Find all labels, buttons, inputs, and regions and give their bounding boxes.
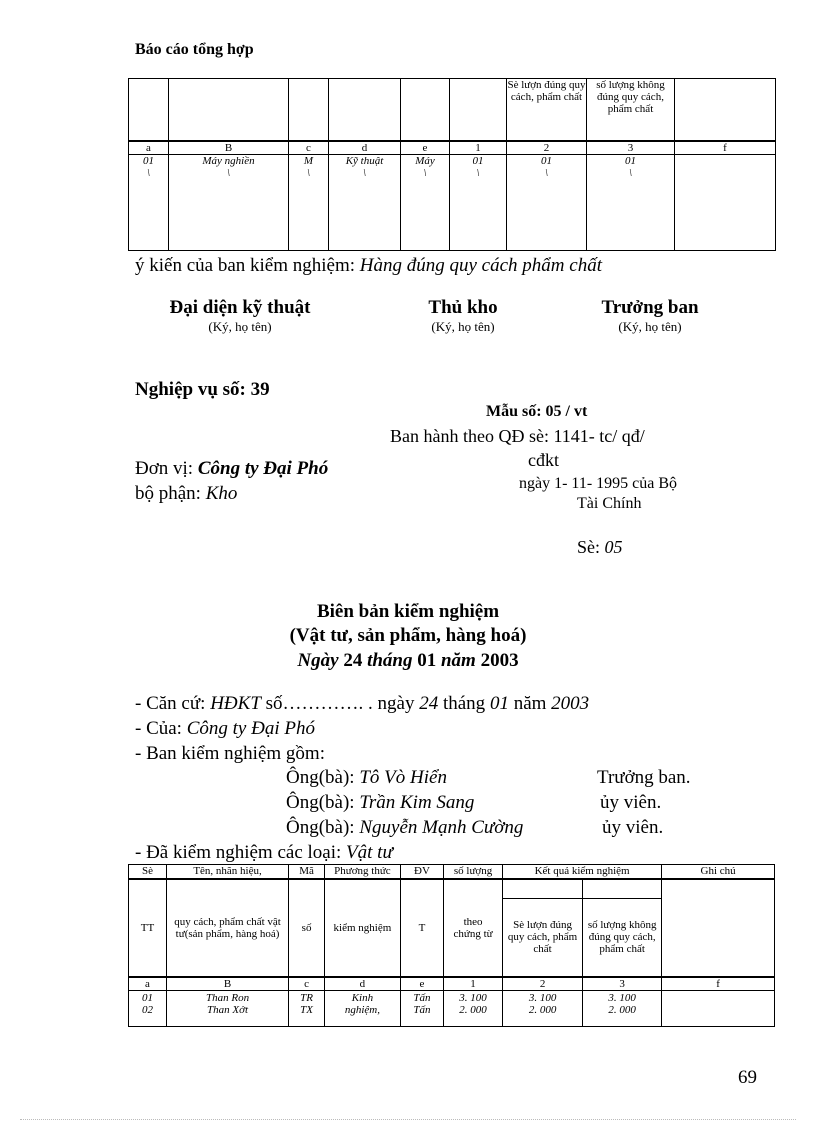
inspected-value: Vật tư — [346, 842, 393, 863]
row-name: Than Xớt — [207, 1004, 249, 1016]
code-cell: 2 — [507, 141, 587, 155]
row-good: 01 — [541, 155, 552, 167]
basis-contract: HĐKT — [210, 693, 261, 714]
table-code-row — [129, 977, 775, 991]
form-date-line2: Tài Chính — [577, 495, 642, 512]
row-bad: 2. 000 — [608, 1004, 636, 1016]
member-label: Ông(bà): — [286, 792, 360, 813]
header-bad-quantity: số lượng không đúng quy cách, phẩm chất — [583, 899, 662, 977]
code-cell: e — [400, 977, 443, 991]
member-name: Trần Kim Sang — [359, 792, 475, 813]
header-method-detail: kiểm nghiệm — [324, 879, 400, 977]
row-bad: 3. 100 — [608, 992, 636, 1004]
operation-number: Nghiệp vụ số: 39 — [135, 379, 270, 400]
header-tt: TT — [129, 879, 167, 977]
unit-line — [135, 458, 328, 480]
inspection-table — [128, 864, 775, 1027]
header-name-detail: quy cách, phẩm chất vật tư(sản phẩm, hàng hoá) — [166, 879, 288, 977]
code-cell: d — [329, 141, 401, 155]
code-cell: d — [324, 977, 400, 991]
date-year: 2003 — [480, 650, 519, 671]
header-method: Phương thức — [324, 865, 400, 879]
row-stt: 01 — [141, 992, 153, 1004]
header-good-quantity: Sè lượn đúng quy cách, phẩm chất — [507, 79, 587, 141]
table-row — [129, 991, 775, 1027]
table-row — [129, 155, 776, 251]
basis-prefix: - Căn cứ: — [135, 693, 211, 714]
signature-block-technical — [150, 297, 330, 335]
row-good: 3. 100 — [528, 992, 557, 1004]
code-cell: a — [129, 141, 169, 155]
table-header-row — [129, 79, 776, 141]
code-cell: e — [401, 141, 450, 155]
header-result: Kết quả kiểm nghiệm — [503, 865, 662, 879]
signature-title: Thủ kho — [428, 297, 498, 318]
unit-label: Đơn vị: — [135, 458, 198, 479]
code-cell: f — [675, 141, 776, 155]
form-date-line1: ngày 1- 11- 1995 của Bộ — [519, 475, 678, 492]
from-line — [135, 718, 315, 740]
member-role: Trưởng ban. — [597, 767, 691, 788]
row-note — [662, 991, 775, 1027]
member-role: ủy viên. — [602, 817, 664, 838]
code-cell: 2 — [503, 977, 583, 991]
signature-title: Đại diện kỹ thuật — [169, 297, 311, 318]
member-label: Ông(bà): — [286, 767, 360, 788]
member-role: ủy viên. — [600, 792, 662, 813]
code-cell: B — [169, 141, 289, 155]
date-month: 01 — [417, 650, 437, 671]
row-good: 2. 000 — [528, 1004, 557, 1016]
basis-line — [135, 693, 589, 715]
table-header-row — [129, 879, 775, 899]
code-cell: 1 — [444, 977, 503, 991]
department-label: bộ phận: — [135, 483, 206, 504]
report-header-title: Báo cáo tổng hợp — [135, 41, 254, 58]
document-date — [0, 650, 816, 672]
document-subtitle: (Vật tư, sản phẩm, hàng hoá) — [289, 625, 527, 646]
signature-title: Trưởng ban — [601, 297, 699, 318]
department-value: Kho — [205, 483, 238, 504]
header-good-quantity: Sè lượn đúng quy cách, phẩm chất — [503, 899, 583, 977]
form-code: Mẫu số: 05 / vt — [486, 403, 588, 420]
header-bad-quantity: số lượng không đúng quy cách, phẩm chất — [587, 79, 675, 141]
row-code: TR — [300, 992, 313, 1004]
code-cell: 1 — [450, 141, 507, 155]
form-issued-line2: cđkt — [528, 450, 559, 470]
date-word: Ngày — [297, 650, 339, 671]
signature-sub: (Ký, họ tên) — [208, 319, 272, 334]
row-method: nghiệm, — [344, 1004, 380, 1016]
header-quantity: số lượng — [444, 865, 503, 879]
committee-label: - Ban kiểm nghiệm gồm: — [135, 743, 325, 764]
member-name: Nguyễn Mạnh Cường — [359, 817, 524, 838]
row-stt: 01 — [143, 155, 154, 167]
from-label: - Của: — [135, 718, 187, 739]
ditto-mark: \ — [146, 167, 151, 179]
ditto-mark: \ — [628, 167, 633, 179]
basis-day: 24 — [419, 693, 439, 714]
row-stt: 02 — [141, 1004, 153, 1016]
opinion-line — [135, 255, 602, 277]
ditto-mark: \ — [476, 167, 480, 179]
unit-value: Công ty Đại Phó — [197, 458, 329, 479]
opinion-label: ý kiến của ban kiểm nghiệm: — [135, 255, 360, 276]
row-method: Kinh — [351, 992, 374, 1004]
member-line — [286, 817, 523, 839]
basis-year: 2003 — [551, 693, 590, 714]
table-code-row — [129, 141, 776, 155]
inspected-label: - Đã kiểm nghiệm các loại: — [135, 842, 347, 863]
signature-block-storekeeper — [400, 297, 526, 335]
row-bad: 01 — [625, 155, 636, 167]
inspected-line — [135, 842, 393, 864]
row-qty: 01 — [472, 155, 484, 167]
header-name: Tên, nhãn hiệu, — [166, 865, 288, 879]
from-value: Công ty Đại Phó — [186, 718, 315, 739]
header-quantity-detail: theo chứng từ — [444, 879, 503, 977]
row-qty: 3. 100 — [459, 992, 487, 1004]
basis-month-label: tháng — [438, 693, 490, 714]
form-issued-line1: Ban hành theo QĐ sè: 1141- tc/ qđ/ — [390, 426, 645, 446]
ditto-mark: \ — [226, 167, 231, 179]
date-day: 24 — [343, 650, 363, 671]
row-unit: Tấn — [413, 992, 431, 1004]
header-unit-detail: T — [400, 879, 443, 977]
header-note: Ghi chú — [662, 865, 775, 879]
row-code: TX — [300, 1004, 313, 1016]
row-code: M — [303, 155, 314, 167]
code-cell: 3 — [587, 141, 675, 155]
header-unit: ĐV — [400, 865, 443, 879]
summary-table — [128, 78, 776, 251]
code-cell: a — [129, 977, 167, 991]
ditto-mark: \ — [362, 167, 367, 179]
row-unit: Máy — [415, 155, 435, 167]
ditto-mark: \ — [544, 167, 549, 179]
signature-sub: (Ký, họ tên) — [431, 319, 495, 334]
page-number: 69 — [738, 1067, 757, 1088]
header-stt: Sè — [129, 865, 167, 879]
page-bottom-divider — [20, 1119, 796, 1120]
table-header-row — [129, 865, 775, 879]
code-cell: f — [662, 977, 775, 991]
header-code-detail: số — [289, 879, 325, 977]
form-number — [577, 537, 623, 558]
row-method: Kỹ thuật — [345, 155, 384, 167]
row-unit: Tấn — [413, 1004, 431, 1016]
basis-year-label: năm — [508, 693, 552, 714]
header-code: Mã — [289, 865, 325, 879]
member-name: Tô Vò Hiển — [359, 767, 447, 788]
code-cell: B — [166, 977, 288, 991]
signature-block-head — [586, 297, 714, 335]
date-word: tháng — [367, 650, 413, 671]
document-title: Biên bản kiểm nghiệm — [316, 601, 500, 622]
member-line — [286, 792, 474, 814]
member-line — [286, 767, 447, 789]
ditto-mark: \ — [423, 167, 427, 179]
form-number-label: Sè: — [577, 537, 605, 557]
signature-sub: (Ký, họ tên) — [618, 319, 682, 334]
department-line — [135, 483, 237, 505]
row-name: Than Ron — [205, 992, 250, 1004]
row-qty: 2. 000 — [459, 1004, 487, 1016]
form-number-value: 05 — [604, 537, 623, 557]
code-cell: c — [289, 141, 329, 155]
basis-month: 01 — [489, 693, 509, 714]
date-word: năm — [440, 650, 476, 671]
basis-mid: số…………. . ngày — [260, 693, 420, 714]
row-note — [675, 155, 776, 251]
ditto-mark: \ — [306, 167, 311, 179]
row-name: Máy nghiền — [202, 155, 255, 167]
opinion-value: Hàng đúng quy cách phẩm chất — [359, 255, 602, 276]
code-cell: c — [289, 977, 325, 991]
code-cell: 3 — [583, 977, 662, 991]
member-label: Ông(bà): — [286, 817, 360, 838]
